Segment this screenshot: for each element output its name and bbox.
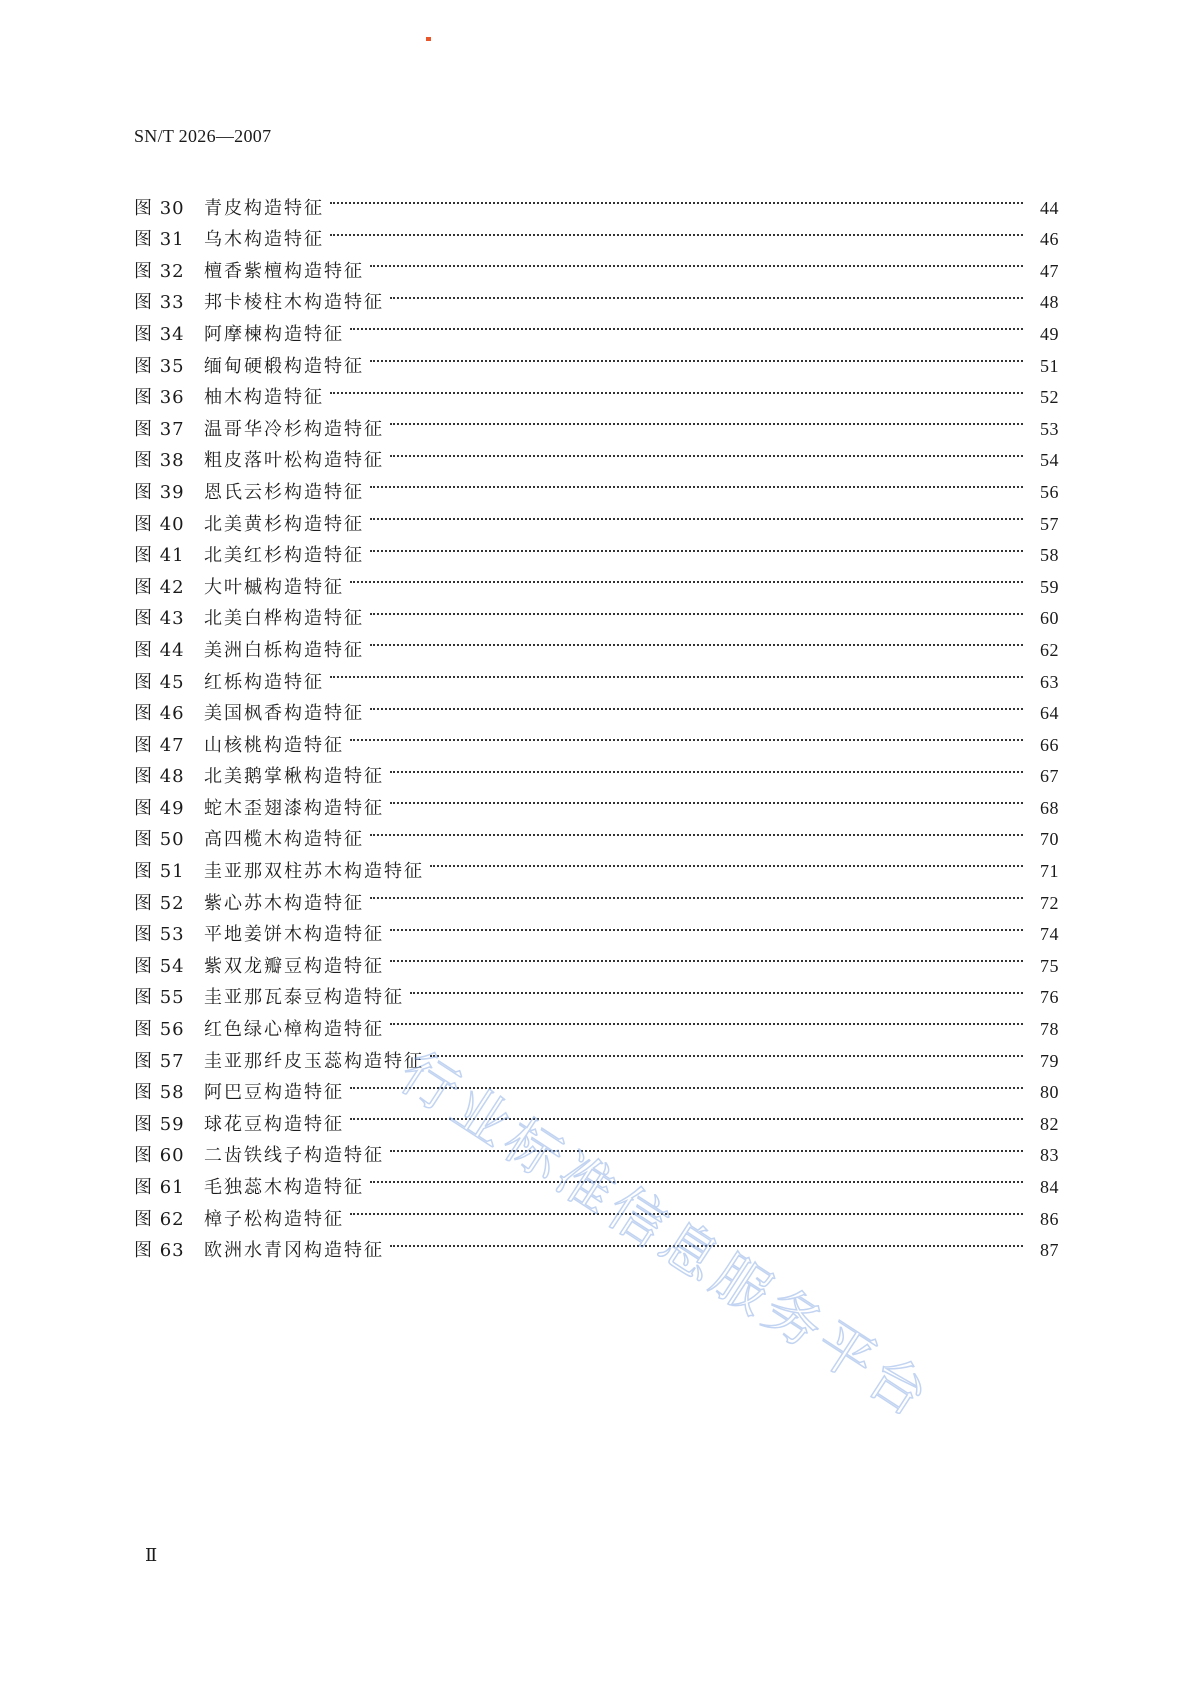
page-ref: 49 (1040, 323, 1059, 344)
dot-leader (370, 624, 1023, 656)
page-ref: 80 (1040, 1082, 1059, 1103)
figure-number: 图 54 (134, 955, 185, 977)
figure-number: 图 49 (134, 797, 185, 819)
corner-mark (426, 37, 431, 41)
figure-number: 图 45 (134, 671, 185, 693)
figure-number: 图 53 (134, 924, 185, 946)
figure-number: 图 52 (134, 892, 185, 914)
dot-leader (390, 435, 1023, 467)
page-ref: 60 (1040, 608, 1059, 629)
page-ref: 48 (1040, 292, 1059, 313)
dot-leader (430, 1035, 1023, 1067)
figure-title: 北美红杉构造特征 (204, 545, 364, 567)
figure-number: 图 63 (134, 1240, 185, 1262)
figure-number: 图 34 (134, 323, 185, 345)
figure-title: 红色绿心樟构造特征 (204, 1019, 384, 1041)
figure-title: 圭亚那瓦泰豆构造特征 (204, 987, 404, 1009)
figure-number: 图 60 (134, 1145, 185, 1167)
figure-title: 檀香紫檀构造特征 (204, 260, 364, 282)
page-ref: 66 (1040, 734, 1059, 755)
figure-title: 美洲白栎构造特征 (204, 639, 364, 661)
dot-leader (350, 561, 1023, 593)
standard-code: SN/T 2026—2007 (134, 126, 272, 146)
figure-title: 毛独蕊木构造特征 (204, 1177, 364, 1198)
figure-title: 柚木构造特征 (204, 387, 324, 409)
page-ref: 72 (1040, 892, 1059, 913)
page-number: Ⅱ (145, 1545, 158, 1565)
dot-leader (370, 498, 1023, 530)
dot-leader (350, 1193, 1023, 1225)
figure-title: 欧洲水青冈构造特征 (204, 1240, 384, 1262)
page-ref: 51 (1040, 355, 1059, 376)
figure-title: 阿摩楝构造特征 (204, 323, 344, 345)
dot-leader (350, 308, 1023, 340)
figure-number: 图 62 (134, 1208, 185, 1230)
page-ref: 58 (1040, 545, 1059, 566)
figure-number: 图 30 (134, 197, 185, 219)
dot-leader (370, 530, 1023, 562)
page-ref: 62 (1040, 639, 1059, 660)
figure-number: 图 58 (134, 1082, 185, 1104)
figure-number: 图 44 (134, 639, 185, 661)
page-ref: 68 (1040, 797, 1059, 818)
page-ref: 64 (1040, 703, 1059, 724)
dot-leader (390, 1130, 1023, 1162)
page-ref: 70 (1040, 829, 1059, 850)
figure-number: 图 40 (134, 513, 185, 535)
dot-leader (390, 1003, 1023, 1035)
dot-leader (370, 245, 1023, 277)
dot-leader (390, 940, 1023, 972)
figure-number: 图 33 (134, 292, 185, 314)
figure-number: 图 48 (134, 766, 185, 788)
page-ref: 56 (1040, 481, 1059, 502)
figure-number: 图 61 (134, 1177, 185, 1198)
page-ref: 52 (1040, 387, 1059, 408)
dot-leader (370, 688, 1023, 720)
dot-leader (370, 814, 1023, 846)
dot-leader (390, 751, 1023, 783)
page-ref: 67 (1040, 766, 1059, 787)
figure-number: 图 31 (134, 229, 185, 251)
figure-title: 温哥华冷杉构造特征 (204, 418, 384, 440)
figure-title: 缅甸硬椴构造特征 (204, 355, 364, 377)
dot-leader (350, 719, 1023, 751)
figure-title: 圭亚那双柱苏木构造特征 (204, 861, 424, 883)
page-ref: 82 (1040, 1113, 1059, 1134)
figure-number: 图 50 (134, 829, 185, 851)
figure-title: 平地姜饼木构造特征 (204, 924, 384, 946)
page-ref: 74 (1040, 924, 1059, 945)
figure-number: 图 39 (134, 481, 185, 503)
watermark: 行业标准信息服务平台 (388, 1040, 944, 1433)
dot-leader (370, 466, 1023, 498)
dot-leader (370, 877, 1023, 909)
figure-title: 乌木构造特征 (204, 229, 324, 251)
figure-title: 北美黄杉构造特征 (204, 513, 364, 535)
dot-leader (390, 909, 1023, 941)
figure-title: 二齿铁线子构造特征 (204, 1145, 384, 1167)
page-ref: 79 (1040, 1050, 1059, 1071)
page-ref: 83 (1040, 1145, 1059, 1166)
dot-leader (370, 340, 1023, 372)
figure-title: 圭亚那纤皮玉蕊构造特征 (204, 1050, 424, 1072)
figure-title: 阿巴豆构造特征 (204, 1082, 344, 1104)
figure-number: 图 43 (134, 608, 185, 630)
page-ref: 59 (1040, 576, 1059, 597)
page-ref: 47 (1040, 260, 1059, 281)
figure-number: 图 57 (134, 1050, 185, 1072)
dot-leader (350, 1067, 1023, 1099)
dot-leader (330, 372, 1023, 404)
figure-title: 美国枫香构造特征 (204, 703, 364, 725)
figure-title: 恩氏云杉构造特征 (204, 481, 364, 503)
page-ref: 53 (1040, 418, 1059, 439)
page-ref: 63 (1040, 671, 1059, 692)
figure-title: 大叶槭构造特征 (204, 576, 344, 598)
figure-number: 图 46 (134, 703, 185, 725)
figure-title: 青皮构造特征 (204, 197, 324, 219)
page-ref: 46 (1040, 229, 1059, 250)
page-ref: 87 (1040, 1240, 1059, 1261)
dot-leader (390, 277, 1023, 309)
figure-number: 图 59 (134, 1113, 185, 1135)
dot-leader (430, 845, 1023, 877)
figure-title: 球花豆构造特征 (204, 1113, 344, 1135)
figure-title: 紫心苏木构造特征 (204, 892, 364, 914)
figure-title: 高四榄木构造特征 (204, 829, 364, 851)
figure-number: 图 38 (134, 450, 185, 472)
dot-leader (330, 214, 1023, 246)
figure-title: 紫双龙瓣豆构造特征 (204, 955, 384, 977)
dot-leader (390, 782, 1023, 814)
dot-leader (390, 1225, 1023, 1257)
figure-list (134, 182, 1059, 1262)
figure-title: 蛇木歪翅漆构造特征 (204, 797, 384, 819)
figure-number: 图 37 (134, 418, 185, 440)
figure-title: 粗皮落叶松构造特征 (204, 450, 384, 472)
page-ref: 71 (1040, 861, 1059, 882)
figure-title: 樟子松构造特征 (204, 1208, 344, 1230)
figure-number: 图 51 (134, 861, 185, 883)
dot-leader (370, 593, 1023, 625)
figure-number: 图 36 (134, 387, 185, 409)
figure-title: 邦卡棱柱木构造特征 (204, 292, 384, 314)
figure-title: 北美白桦构造特征 (204, 608, 364, 630)
dot-leader (350, 1098, 1023, 1130)
figure-title: 山核桃构造特征 (204, 734, 344, 756)
figure-number: 图 41 (134, 545, 185, 567)
dot-leader (330, 182, 1023, 214)
dot-leader (330, 656, 1023, 688)
figure-number: 图 56 (134, 1019, 185, 1041)
page-ref: 78 (1040, 1019, 1059, 1040)
figure-title: 北美鹅掌楸构造特征 (204, 766, 384, 788)
page-ref: 75 (1040, 955, 1059, 976)
dot-leader (370, 1161, 1023, 1193)
page-ref: 44 (1040, 197, 1059, 218)
figure-number: 图 32 (134, 260, 185, 282)
toc-entry[interactable] (134, 182, 1059, 219)
dot-leader (390, 403, 1023, 435)
figure-title: 红栎构造特征 (204, 671, 324, 693)
page-ref: 84 (1040, 1177, 1059, 1197)
figure-number: 图 55 (134, 987, 185, 1009)
page-ref: 57 (1040, 513, 1059, 534)
page-ref: 76 (1040, 987, 1059, 1008)
dot-leader (410, 972, 1023, 1004)
page-ref: 86 (1040, 1208, 1059, 1229)
figure-number: 图 42 (134, 576, 185, 598)
figure-number: 图 35 (134, 355, 185, 377)
figure-number: 图 47 (134, 734, 185, 756)
page-ref: 54 (1040, 450, 1059, 471)
